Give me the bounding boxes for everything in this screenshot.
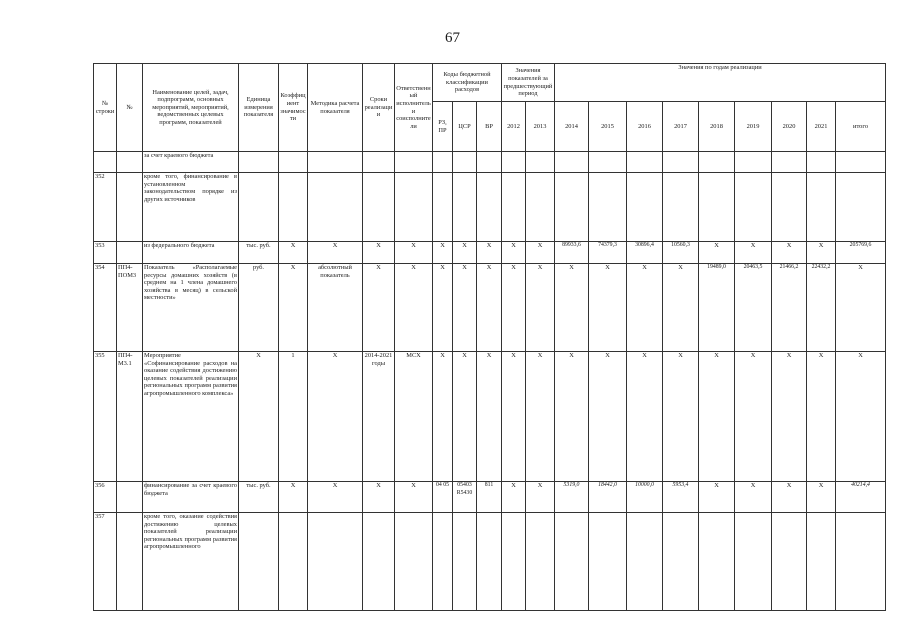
header-rz: РЗ, ПР bbox=[433, 102, 453, 152]
cell-x: X bbox=[308, 352, 363, 482]
row-name: за счет краевого бюджета bbox=[143, 152, 239, 173]
cell-x: X bbox=[735, 242, 772, 264]
cell-x: X bbox=[627, 352, 663, 482]
code-csr: 05403 R5430 bbox=[453, 482, 477, 513]
row-code: ПП4-ПОМ3 bbox=[117, 264, 143, 352]
header-2020: 2020 bbox=[772, 102, 807, 152]
value-2019: 20463,5 bbox=[735, 264, 772, 352]
cell-x: X bbox=[589, 264, 627, 352]
page-number: 67 bbox=[445, 30, 460, 46]
value-2015: 74379,3 bbox=[589, 242, 627, 264]
table-row bbox=[94, 513, 886, 611]
table-row bbox=[94, 173, 886, 242]
cell-x: X bbox=[453, 264, 477, 352]
cell-x: X bbox=[627, 264, 663, 352]
cell-x: X bbox=[699, 242, 735, 264]
header-2013: 2013 bbox=[526, 102, 555, 152]
cell-x: X bbox=[453, 352, 477, 482]
cell-x: X bbox=[555, 352, 589, 482]
row-number: 357 bbox=[94, 513, 117, 611]
cell-x: X bbox=[772, 352, 807, 482]
header-csr: ЦСР bbox=[453, 102, 477, 152]
header-2012: 2012 bbox=[502, 102, 526, 152]
value-total: 40214,4 bbox=[836, 482, 886, 513]
cell-x: X bbox=[502, 352, 526, 482]
header-no: № bbox=[117, 64, 143, 152]
cell-x: X bbox=[477, 242, 502, 264]
cell-x: X bbox=[308, 482, 363, 513]
row-number: 352 bbox=[94, 173, 117, 242]
row-method: абсолютный показатель bbox=[308, 264, 363, 352]
cell-x: X bbox=[363, 264, 395, 352]
value-2020: 21466,2 bbox=[772, 264, 807, 352]
header-2015: 2015 bbox=[589, 102, 627, 152]
cell-x: X bbox=[526, 264, 555, 352]
cell-x: X bbox=[836, 352, 886, 482]
row-name: Мероприятие «Софинансирование расходов на оказание содействия достижению целевых показателей реализации региональных программ развития агропромышленного комплекса» bbox=[143, 352, 239, 482]
row-name: из федерального бюджета bbox=[143, 242, 239, 264]
cell-x: X bbox=[363, 242, 395, 264]
cell-x: X bbox=[433, 352, 453, 482]
row-code: ПП4-М3.1 bbox=[117, 352, 143, 482]
cell-x: X bbox=[395, 264, 433, 352]
cell-x: X bbox=[735, 482, 772, 513]
header-2021: 2021 bbox=[807, 102, 836, 152]
row-number: 356 bbox=[94, 482, 117, 513]
cell-x: X bbox=[555, 264, 589, 352]
code-rz: 04 05 bbox=[433, 482, 453, 513]
value-2017: 5953,4 bbox=[663, 482, 699, 513]
value-2018: 19489,0 bbox=[699, 264, 735, 352]
cell-x: X bbox=[699, 352, 735, 482]
cell-x: X bbox=[279, 242, 308, 264]
value-2014: 5319,0 bbox=[555, 482, 589, 513]
cell-x: X bbox=[279, 482, 308, 513]
cell-x: X bbox=[239, 352, 279, 482]
row-terms: 2014-2021 годы bbox=[363, 352, 395, 482]
value-total: 205769,6 bbox=[836, 242, 886, 264]
table-row bbox=[94, 264, 886, 352]
header-total: итого bbox=[836, 102, 886, 152]
header-2017: 2017 bbox=[663, 102, 699, 152]
table-row bbox=[94, 242, 886, 264]
cell-x: X bbox=[772, 242, 807, 264]
cell-x: X bbox=[395, 242, 433, 264]
header-2014: 2014 bbox=[555, 102, 589, 152]
cell-x: X bbox=[807, 242, 836, 264]
cell-x: X bbox=[477, 352, 502, 482]
value-2014: 89933,6 bbox=[555, 242, 589, 264]
cell-x: X bbox=[699, 482, 735, 513]
cell-x: X bbox=[807, 482, 836, 513]
value-2021: 22432,2 bbox=[807, 264, 836, 352]
header-coef: Коэффициент значимости bbox=[279, 64, 308, 152]
header-prev: Значения показателей за предшествующий период bbox=[502, 64, 555, 102]
cell-x: X bbox=[308, 242, 363, 264]
cell-x: X bbox=[502, 242, 526, 264]
row-number: 355 bbox=[94, 352, 117, 482]
table-row bbox=[94, 482, 886, 513]
row-unit: тыс. руб. bbox=[239, 482, 279, 513]
cell-x: X bbox=[772, 482, 807, 513]
header-name: Наименование целей, задач, подпрограмм, основных мероприятий, мероприятий, ведомственных целевых программ, показателей bbox=[143, 64, 239, 152]
code-vr: 811 bbox=[477, 482, 502, 513]
table-row bbox=[94, 352, 886, 482]
value-2016: 30896,4 bbox=[627, 242, 663, 264]
header-method: Методика расчета показателя bbox=[308, 64, 363, 152]
row-coef: 1 bbox=[279, 352, 308, 482]
cell-x: X bbox=[589, 352, 627, 482]
value-2015: 18442,0 bbox=[589, 482, 627, 513]
row-resp: МСХ bbox=[395, 352, 433, 482]
cell-x: X bbox=[453, 242, 477, 264]
header-codes: Коды бюджетной классификации расходов bbox=[433, 64, 502, 102]
cell-x: X bbox=[526, 242, 555, 264]
cell-x: X bbox=[395, 482, 433, 513]
row-unit: тыс. руб. bbox=[239, 242, 279, 264]
cell-x: X bbox=[433, 264, 453, 352]
cell-x: X bbox=[663, 264, 699, 352]
cell-x: X bbox=[807, 352, 836, 482]
row-number: 354 bbox=[94, 264, 117, 352]
cell-x: X bbox=[363, 482, 395, 513]
cell-x: X bbox=[279, 264, 308, 352]
cell-x: X bbox=[735, 352, 772, 482]
cell-x: X bbox=[526, 352, 555, 482]
header-2018: 2018 bbox=[699, 102, 735, 152]
value-2017: 10560,3 bbox=[663, 242, 699, 264]
row-name: кроме того, оказание содействия достижению целевых показателей реализации региональных программ развития агропромышленного bbox=[143, 513, 239, 611]
header-unit: Единица измерения показателя bbox=[239, 64, 279, 152]
cell-x: X bbox=[836, 264, 886, 352]
value-2016: 10000,0 bbox=[627, 482, 663, 513]
header-2016: 2016 bbox=[627, 102, 663, 152]
table-row bbox=[94, 152, 886, 173]
cell-x: X bbox=[526, 482, 555, 513]
row-number: 353 bbox=[94, 242, 117, 264]
program-table bbox=[93, 63, 886, 611]
header-terms: Сроки реализации bbox=[363, 64, 395, 152]
cell-x: X bbox=[433, 242, 453, 264]
cell-x: X bbox=[663, 352, 699, 482]
cell-x: X bbox=[477, 264, 502, 352]
row-name: финансирование за счет краевого бюджета bbox=[143, 482, 239, 513]
row-unit: руб. bbox=[239, 264, 279, 352]
row-name: Показатель «Располагаемые ресурсы домашних хозяйств (в среднем на 1 члена домашнего хозяйства в месяц) в сельской местности» bbox=[143, 264, 239, 352]
header-row-no: № строки bbox=[94, 64, 117, 152]
header-2019: 2019 bbox=[735, 102, 772, 152]
header-years: Значения по годам реализации bbox=[555, 64, 886, 102]
cell-x: X bbox=[502, 264, 526, 352]
row-name: кроме того, финансирование в установленном законодательством порядке из других источников bbox=[143, 173, 239, 242]
cell-x: X bbox=[502, 482, 526, 513]
header-resp: Ответственный исполнитель и соисполнители bbox=[395, 64, 433, 152]
header-vr: ВР bbox=[477, 102, 502, 152]
